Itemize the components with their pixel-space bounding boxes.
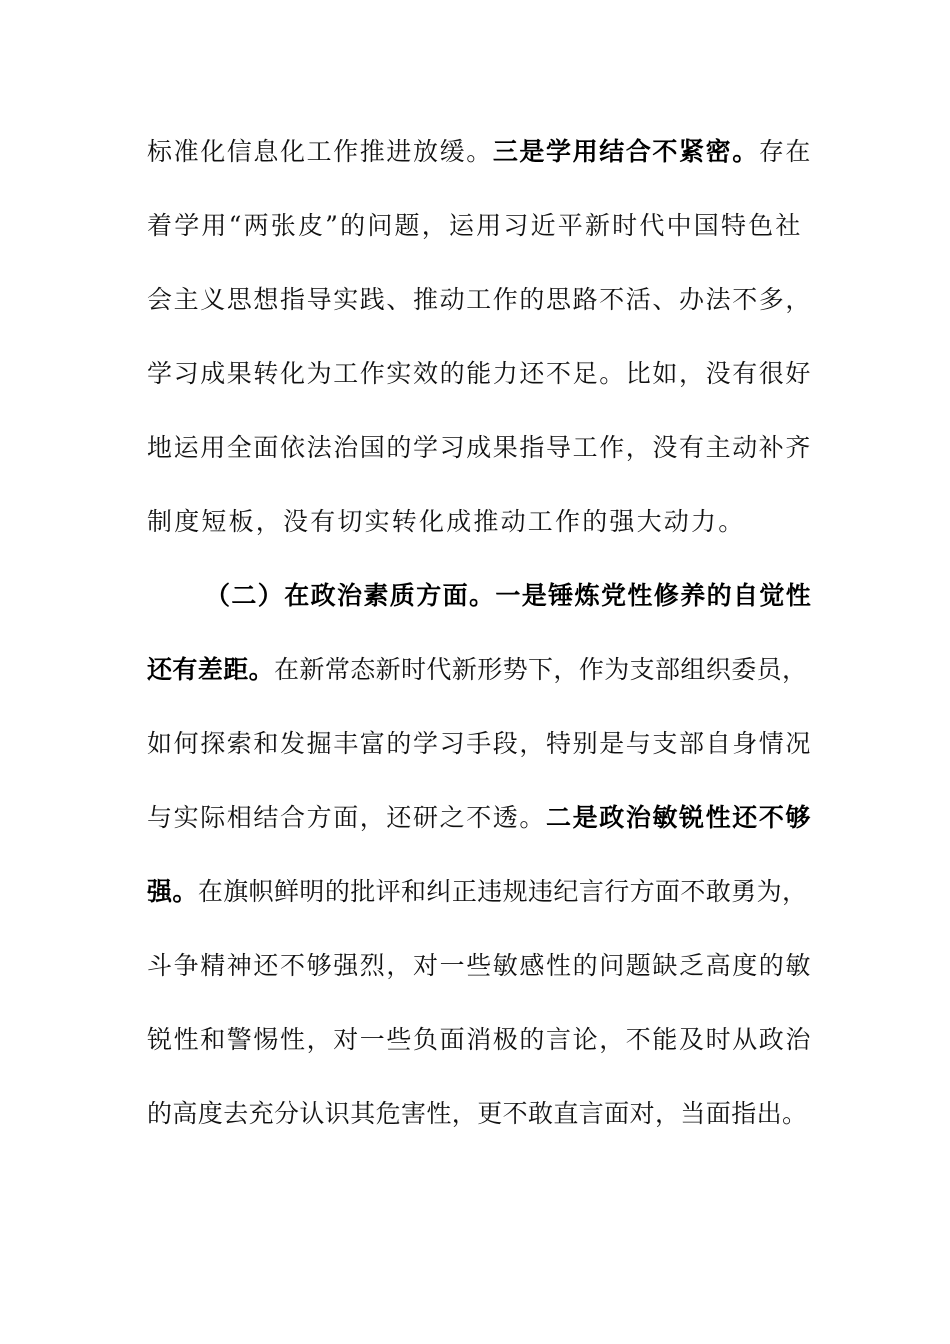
body-text-run: 锐性和警惕性，对一些负面消极的言论，不能及时从政治	[147, 1025, 813, 1054]
body-text-run: 斗争精神还不够强烈，对一些敏感性的问题缺乏高度的敏	[147, 951, 813, 980]
text-line	[147, 1020, 812, 1060]
text-line	[147, 354, 812, 394]
text-line	[147, 428, 812, 468]
body-text-run: 地运用全面依法治国的学习成果指导工作，没有主动补齐	[147, 433, 813, 462]
body-text-run: 存在	[758, 137, 813, 166]
text-line	[147, 502, 745, 542]
bold-heading-text: 强。	[147, 877, 198, 906]
body-text-run: 会主义思想指导实践、推动工作的思路不活、办法不多，	[147, 285, 813, 314]
text-line	[147, 206, 803, 246]
text-line	[147, 946, 812, 986]
bold-heading-text: （二）在政治素质方面。一是锤炼党性修养的自觉性	[205, 581, 813, 610]
text-line	[147, 1094, 807, 1134]
text-line	[147, 280, 812, 320]
body-text-run: 如何探索和发掘丰富的学习手段，特别是与支部自身情况	[147, 729, 813, 758]
text-line	[147, 132, 812, 172]
text-line	[147, 798, 812, 838]
body-text-run: 学习成果转化为工作实效的能力还不足。比如，没有很好	[147, 359, 813, 388]
text-line	[147, 724, 812, 764]
body-text-run: 在旗帜鲜明的批评和纠正违规违纪言行方面不敢勇为，	[197, 877, 808, 906]
bold-heading-text: 二是政治敏锐性还不够	[546, 803, 813, 832]
text-line	[147, 650, 807, 690]
body-text-run: 与实际相结合方面，还研之不透。	[147, 803, 547, 832]
text-line	[147, 872, 807, 912]
body-text-run: 在新常态新时代新形势下，作为支部组织委员，	[274, 655, 808, 684]
body-text-run: 着学用“两张皮”的问题，运用习近平新时代中国特色社	[147, 211, 803, 240]
text-line	[205, 576, 812, 616]
bold-heading-text: 还有差距。	[147, 655, 275, 684]
body-text-run: 制度短板，没有切实转化成推动工作的强大动力。	[147, 507, 746, 536]
bold-heading-text: 三是学用结合不紧密。	[492, 137, 759, 166]
body-text-run: 的高度去充分认识其危害性，更不敢直言面对，当面指出。	[147, 1099, 808, 1128]
body-text-run: 标准化信息化工作推进放缓。	[147, 137, 493, 166]
